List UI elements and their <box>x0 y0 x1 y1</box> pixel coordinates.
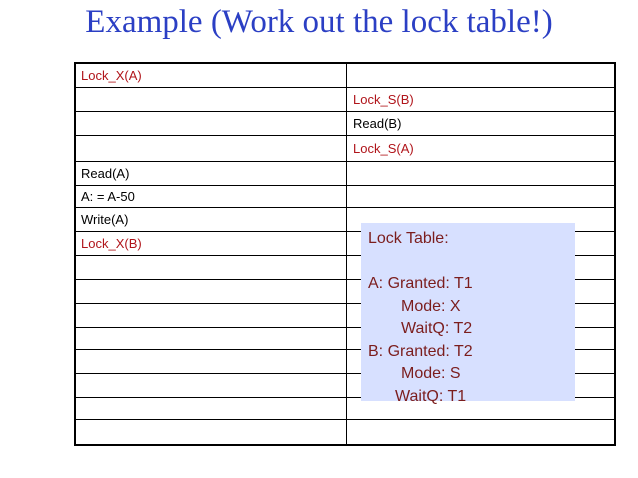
table-row <box>76 88 614 112</box>
table-row <box>76 420 614 458</box>
t1-cell: Read(A) <box>81 166 130 181</box>
table-row <box>76 136 614 162</box>
t2-cell: Lock_S(B) <box>353 92 414 107</box>
t1-cell: Lock_X(B) <box>81 236 142 251</box>
lock-table-line: Mode: S <box>401 365 461 382</box>
table-row <box>76 112 614 136</box>
table-row <box>76 398 614 420</box>
t1-cell: Lock_X(A) <box>81 68 142 83</box>
lock-table-heading: Lock Table: <box>368 230 449 247</box>
lock-table-line: WaitQ: T1 <box>395 387 467 405</box>
t2-cell: Lock_S(A) <box>353 141 414 156</box>
lock-table-line: B: Granted: T2 <box>368 342 473 360</box>
slide-title: Example (Work out the lock table!) <box>85 4 553 40</box>
table-row <box>76 64 614 88</box>
lock-table-line: A: Granted: T1 <box>368 275 473 292</box>
table-row <box>76 162 614 186</box>
lock-table-line: WaitQ: T2 <box>401 320 473 337</box>
t1-cell: Write(A) <box>81 212 129 227</box>
table-row <box>76 186 614 208</box>
t1-cell: A: = A-50 <box>81 189 135 204</box>
t2-cell: Read(B) <box>353 116 402 131</box>
lock-table-line: Mode: X <box>401 297 461 315</box>
lock-table-box <box>361 223 575 405</box>
